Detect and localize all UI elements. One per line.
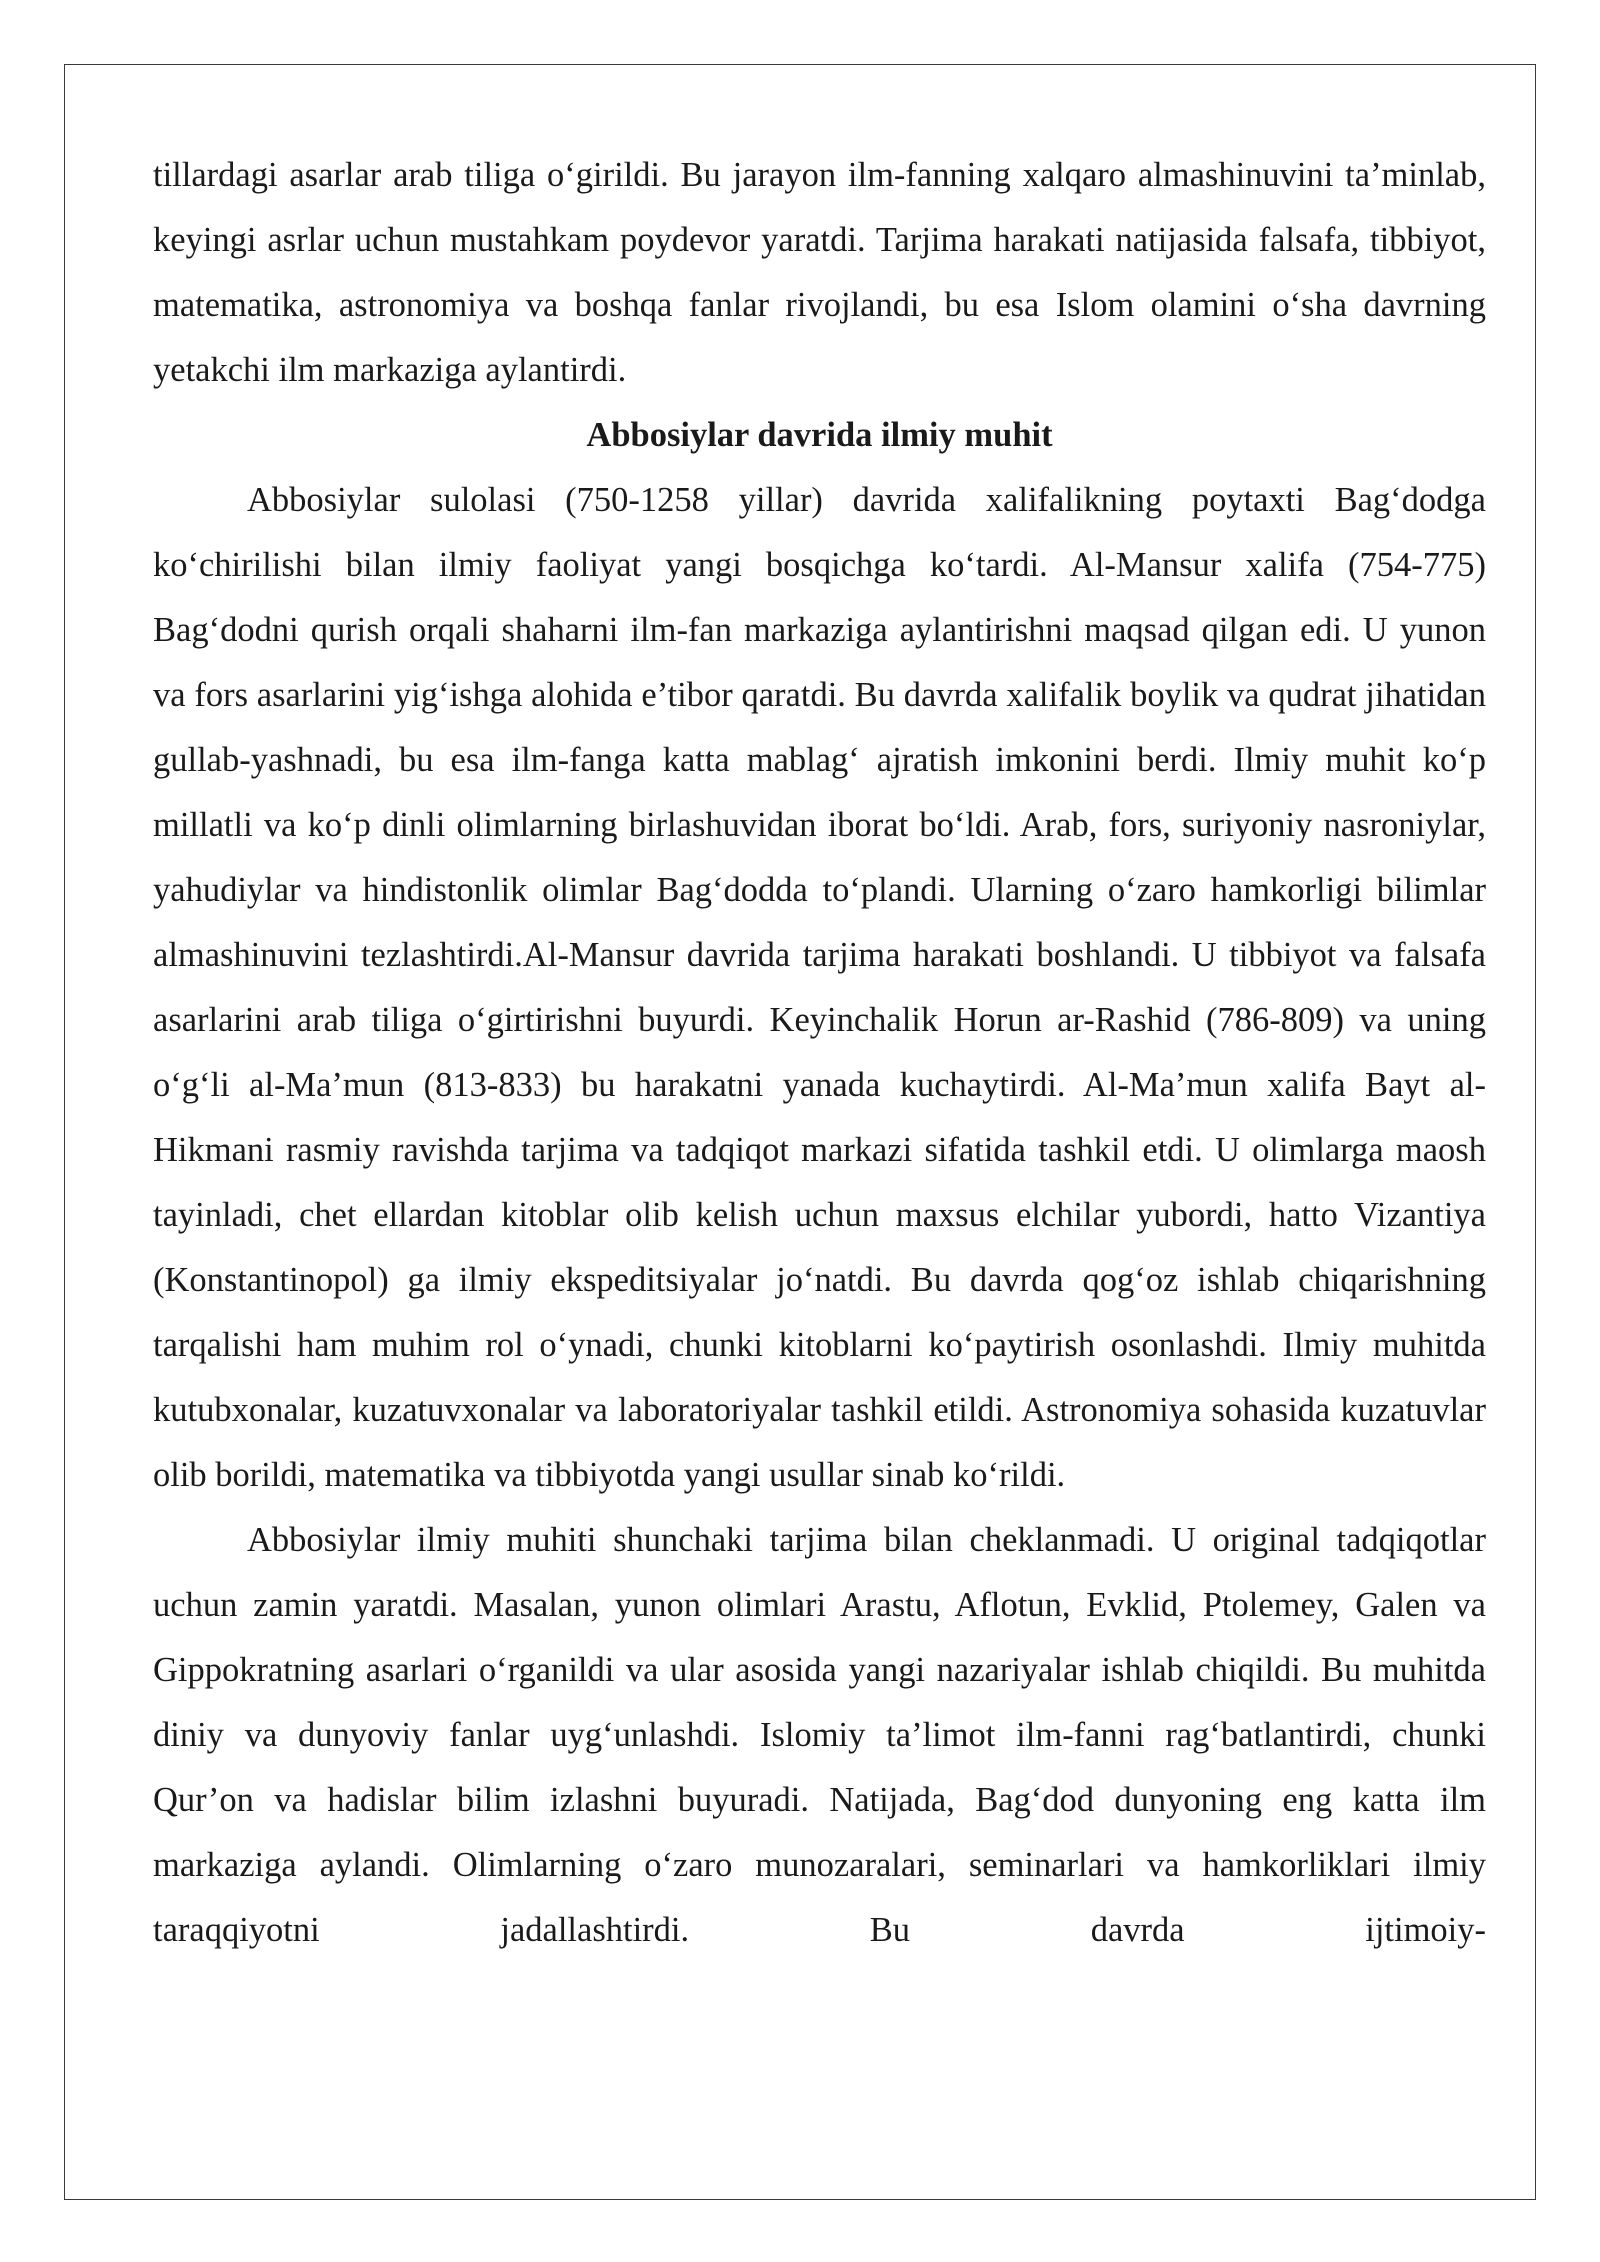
paragraph-abbasid-scholarship: Abbosiylar sulolasi (750-1258 yillar) davrida xalifalikning poytaxti Bag‘dodga ko‘chirilishi bilan ilmiy faoliyat yangi bosqichga ko‘tardi. Al-Mansur xalifa (754-775) Bag‘dodni qurish orqali shaharni ilm-fan markaziga aylantirishni maqsad qilgan edi. U yunon va fors asarlarini yig‘ishga alohida e’tibor qaratdi. Bu davrda xalifalik boylik va qudrat jihatidan gullab-yashnadi, bu esa ilm-fanga katta mablag‘ ajratish imkonini berdi. Ilmiy muhit ko‘p millatli va ko‘p dinli olimlarning birlashuvidan iborat bo‘ldi. Arab, fors, suriyoniy nasroniylar, yahudiylar va hindistonlik olimlar Bag‘dodda to‘plandi. Ularning o‘zaro hamkorligi bilimlar almashinuvini tezlashtirdi.Al-Mansur davrida tarjima harakati boshlandi. U tibbiyot va falsafa asarlarini arab tiliga o‘girtirishni buyurdi. Keyinchalik Horun ar-Rashid (786-809) va uning o‘g‘li al-Ma’mun (813-833) bu harakatni yanada kuchaytirdi. Al-Ma’mun xalifa Bayt al-Hikmani rasmiy ravishda tarjima va tadqiqot markazi sifatida tashkil etdi. U olimlarga maosh tayinladi, chet ellardan kitoblar olib kelish uchun maxsus elchilar yubordi, hatto Vizantiya (Konstantinopol) ga ilmiy ekspeditsiyalar jo‘natdi. Bu davrda qog‘oz ishlab chiqarishning tarqalishi ham muhim rol o‘ynadi, chunki kitoblarni ko‘paytirish osonlashdi. Ilmiy muhitda kutubxonalar, kuzatuvxonalar va laboratoriyalar tashkil etildi. Astronomiya sohasida kuzatuvlar olib borildi, matematika va tibbiyotda yangi usullar sinab ko‘rildi. (153, 481, 1486, 1494)
document-body (153, 143, 1486, 1963)
section-heading: Abbosiylar davrida ilmiy muhit (586, 416, 1053, 454)
paragraph-continued: tillardagi asarlar arab tiliga o‘girildi. Bu jarayon ilm-fanning xalqaro almashinuvini ta’minlab, keyingi asrlar uchun mustahkam poydevor yaratdi. Tarjima harakati natijasida falsafa, tibbiyot, matematika, astronomiya va boshqa fanlar rivojlandi, bu esa Islom olamini o‘sha davrning yetakchi ilm markaziga aylantirdi. (153, 156, 1486, 389)
paragraph-original-research: Abbosiylar ilmiy muhiti shunchaki tarjima bilan cheklanmadi. U original tadqiqotlar uchun zamin yaratdi. Masalan, yunon olimlari Arastu, Aflotun, Evklid, Ptolemey, Galen va Gippokratning asarlari o‘rganildi va ular asosida yangi nazariyalar ishlab chiqildi. Bu muhitda diniy va dunyoviy fanlar uyg‘unlashdi. Islomiy ta’limot ilm-fanni rag‘batlantirdi, chunki Qur’on va hadislar bilim izlashni buyuradi. Natijada, Bag‘dod dunyoning eng katta ilm markaziga aylandi. Olimlarning o‘zaro munozaralari, seminarlari va hamkorliklari ilmiy taraqqiyotni jadallashtirdi. Bu davrda ijtimoiy- (153, 1521, 1486, 1949)
